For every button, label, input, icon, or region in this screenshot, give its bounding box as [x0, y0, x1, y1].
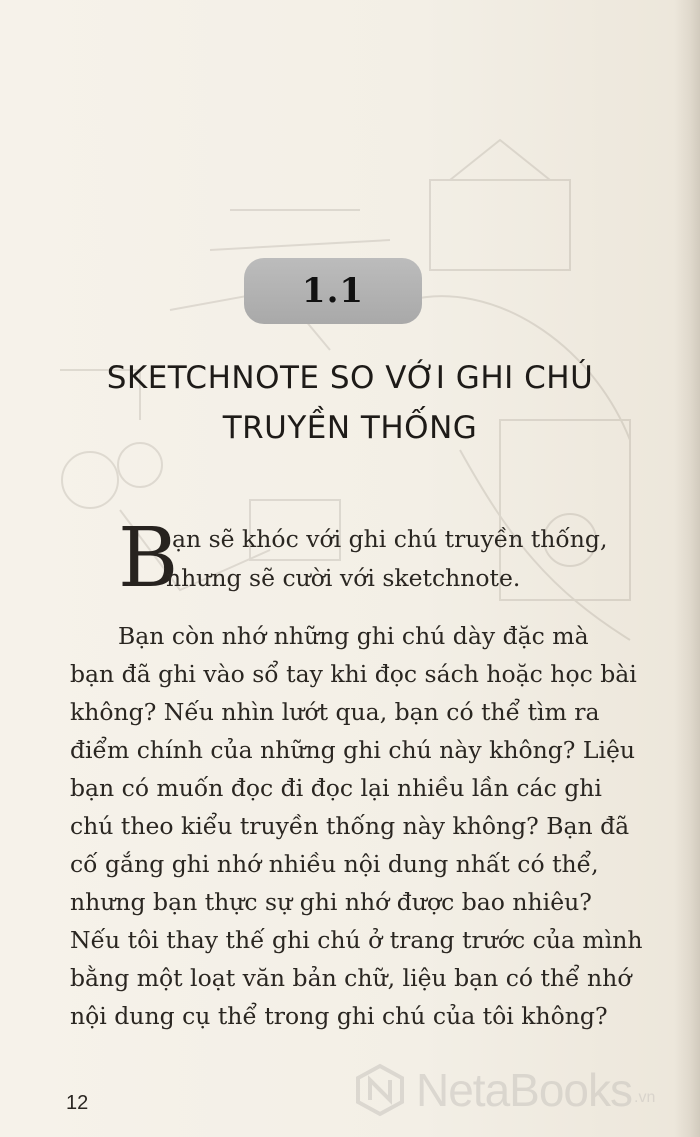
drop-cap: B: [118, 511, 179, 606]
body-line: điểm chính của những ghi chú này không? Liệu: [70, 736, 636, 764]
chapter-title-line-1: SKETCHNOTE SO VỚI GHI CHÚ: [106, 360, 594, 396]
chapter-title-line-2: TRUYỀN THỐNG: [222, 410, 478, 446]
body-line: Bạn còn nhớ những ghi chú dày đặc mà: [118, 622, 589, 650]
body-line: cố gắng ghi nhớ nhiều nội dung nhất có thể,: [70, 850, 599, 878]
watermark-brand: NetaBooks: [416, 1064, 633, 1116]
body-line: chú theo kiểu truyền thống này không? Bạn đã: [70, 812, 630, 840]
body-line: nhưng bạn thực sự ghi nhớ được bao nhiêu?: [70, 888, 592, 916]
body-line: nội dung cụ thể trong ghi chú của tôi không?: [70, 1002, 608, 1030]
body-line: Nếu tôi thay thế ghi chú ở trang trước của mình: [70, 926, 643, 954]
page-number: 12: [66, 1092, 89, 1114]
section-number-badge: [244, 258, 422, 324]
body-line: bạn đã ghi vào sổ tay khi đọc sách hoặc học bài: [70, 660, 637, 688]
body-line: không? Nếu nhìn lướt qua, bạn có thể tìm ra: [70, 698, 600, 726]
section-number: 1.1: [301, 271, 365, 311]
netabooks-logo-icon: [352, 1062, 408, 1118]
intro-line: nhưng sẽ cười với sketchnote.: [166, 564, 521, 592]
body-line: bạn có muốn đọc đi đọc lại nhiều lần các ghi: [70, 774, 602, 802]
watermark: [352, 1062, 655, 1118]
watermark-suffix: .vn: [634, 1089, 656, 1106]
body-line: bằng một loạt văn bản chữ, liệu bạn có thể nhớ: [70, 964, 632, 992]
intro-line: ạn sẽ khóc với ghi chú truyền thống,: [172, 525, 608, 553]
